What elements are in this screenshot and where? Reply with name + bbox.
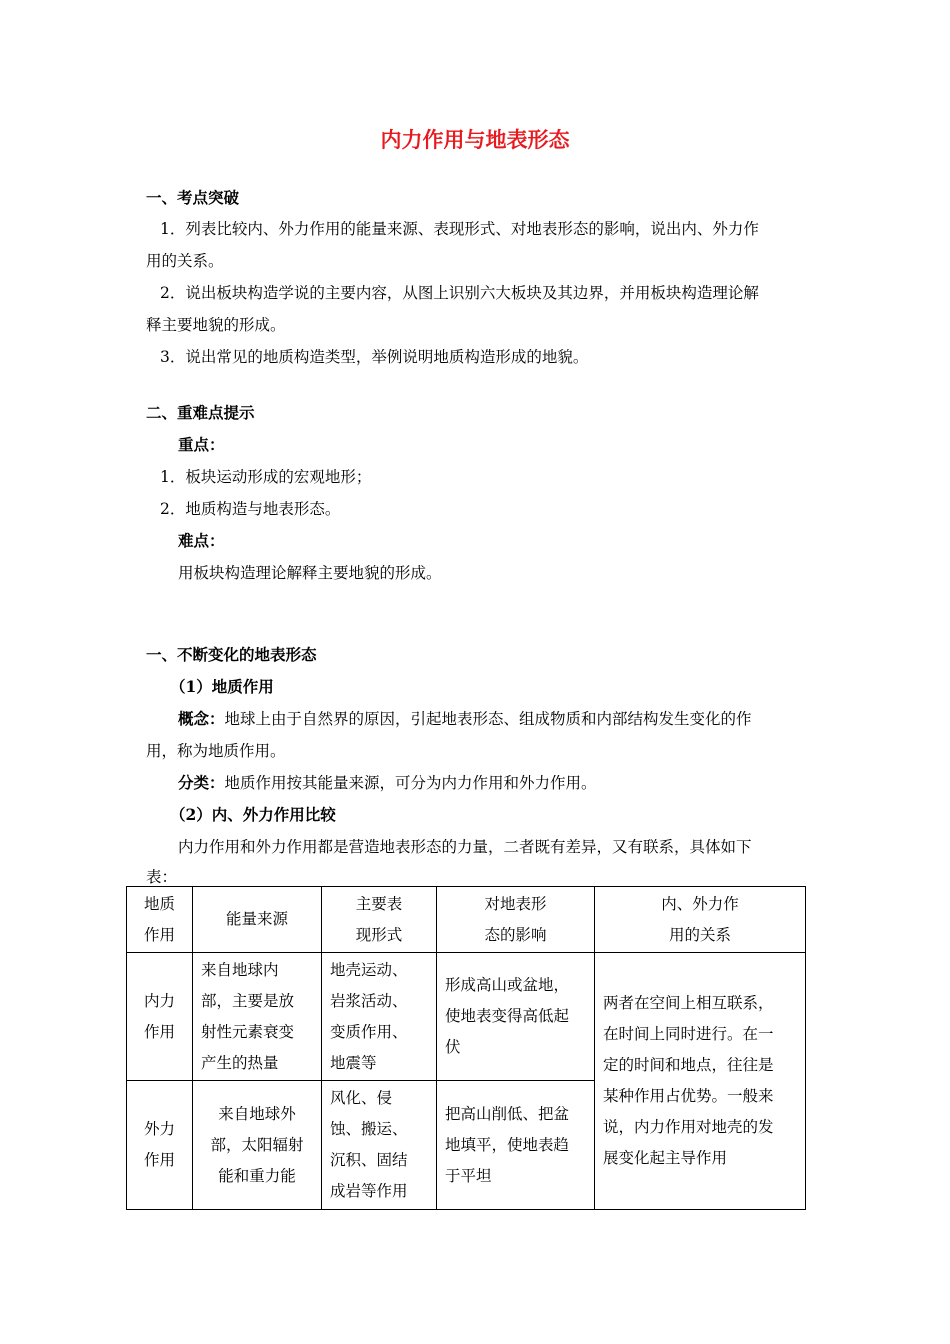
key-point-1: 1．板块运动形成的宏观地形； bbox=[160, 468, 372, 486]
cell-relationship: 两者在空间上相互联系， 在时间上同时进行。在一 定的时间和地点，往往是 某种作用占优势。一般来 说，内力作用对地壳的发 展变化起主导作用 bbox=[595, 953, 806, 1210]
difficult-point-1: 用板块构造理论解释主要地貌的形成。 bbox=[178, 564, 442, 582]
difficult-points-label: 难点： bbox=[178, 531, 225, 550]
cell-external-forms: 风化、侵 蚀、搬运、 沉积、固结 成岩等作用 bbox=[322, 1081, 437, 1210]
exam-point-2-line-2: 释主要地貌的形成。 bbox=[146, 316, 286, 334]
exam-point-1-line-2: 用的关系。 bbox=[146, 252, 224, 270]
concept-line-1 bbox=[178, 709, 752, 729]
exam-point-1-line-1: 1．列表比较内、外力作用的能量来源、表现形式、对地表形态的影响，说出内、外力作 bbox=[160, 220, 759, 238]
concept-text: 地球上由于自然界的原因，引起地表形态、组成物质和内部结构发生变化的作 bbox=[224, 710, 752, 728]
section-heading-exam-points: 一、考点突破 bbox=[146, 188, 240, 207]
cell-internal-effect: 形成高山或盆地， 使地表变得高低起 伏 bbox=[437, 953, 595, 1081]
concept-label: 概念： bbox=[178, 709, 225, 728]
classification-label: 分类： bbox=[178, 773, 225, 792]
section-heading-changing-landforms: 一、不断变化的地表形态 bbox=[146, 645, 317, 664]
concept-line-2: 用，称为地质作用。 bbox=[146, 742, 286, 760]
key-point-2: 2．地质构造与地表形态。 bbox=[160, 500, 341, 518]
cell-external-effect: 把高山削低、把盆 地填平，使地表趋 于平坦 bbox=[437, 1081, 595, 1210]
table-header-row bbox=[127, 887, 806, 953]
intro-line-1: 内力作用和外力作用都是营造地表形态的力量，二者既有差异，又有联系，具体如下 bbox=[178, 838, 752, 856]
classification-line bbox=[178, 773, 597, 793]
header-cell-process-type: 地质 作用 bbox=[127, 887, 193, 953]
cell-internal-type: 内力 作用 bbox=[127, 953, 193, 1081]
subheading-geologic-process: （1）地质作用 bbox=[170, 677, 274, 696]
classification-text: 地质作用按其能量来源，可分为内力作用和外力作用。 bbox=[224, 774, 597, 792]
header-cell-energy-source: 能量来源 bbox=[193, 887, 322, 953]
cell-internal-energy: 来自地球内 部，主要是放 射性元素衰变 产生的热量 bbox=[193, 953, 322, 1081]
header-cell-main-forms: 主要表 现形式 bbox=[322, 887, 437, 953]
intro-line-2: 表： bbox=[146, 868, 178, 886]
comparison-table bbox=[126, 886, 806, 1210]
header-cell-landform-effect: 对地表形 态的影响 bbox=[437, 887, 595, 953]
section-heading-key-points: 二、重难点提示 bbox=[146, 403, 255, 422]
table-row-internal bbox=[127, 953, 806, 1081]
cell-internal-forms: 地壳运动、 岩浆活动、 变质作用、 地震等 bbox=[322, 953, 437, 1081]
page-title: 内力作用与地表形态 bbox=[380, 127, 570, 152]
subheading-force-comparison: （2）内、外力作用比较 bbox=[170, 805, 336, 824]
exam-point-2-line-1: 2．说出板块构造学说的主要内容，从图上识别六大板块及其边界，并用板块构造理论解 bbox=[160, 284, 759, 302]
key-points-label: 重点： bbox=[178, 435, 225, 454]
cell-external-energy: 来自地球外 部，太阳辐射 能和重力能 bbox=[193, 1081, 322, 1210]
exam-point-3: 3．说出常见的地质构造类型，举例说明地质构造形成的地貌。 bbox=[160, 348, 589, 366]
cell-external-type: 外力 作用 bbox=[127, 1081, 193, 1210]
header-cell-relationship: 内、外力作 用的关系 bbox=[595, 887, 806, 953]
